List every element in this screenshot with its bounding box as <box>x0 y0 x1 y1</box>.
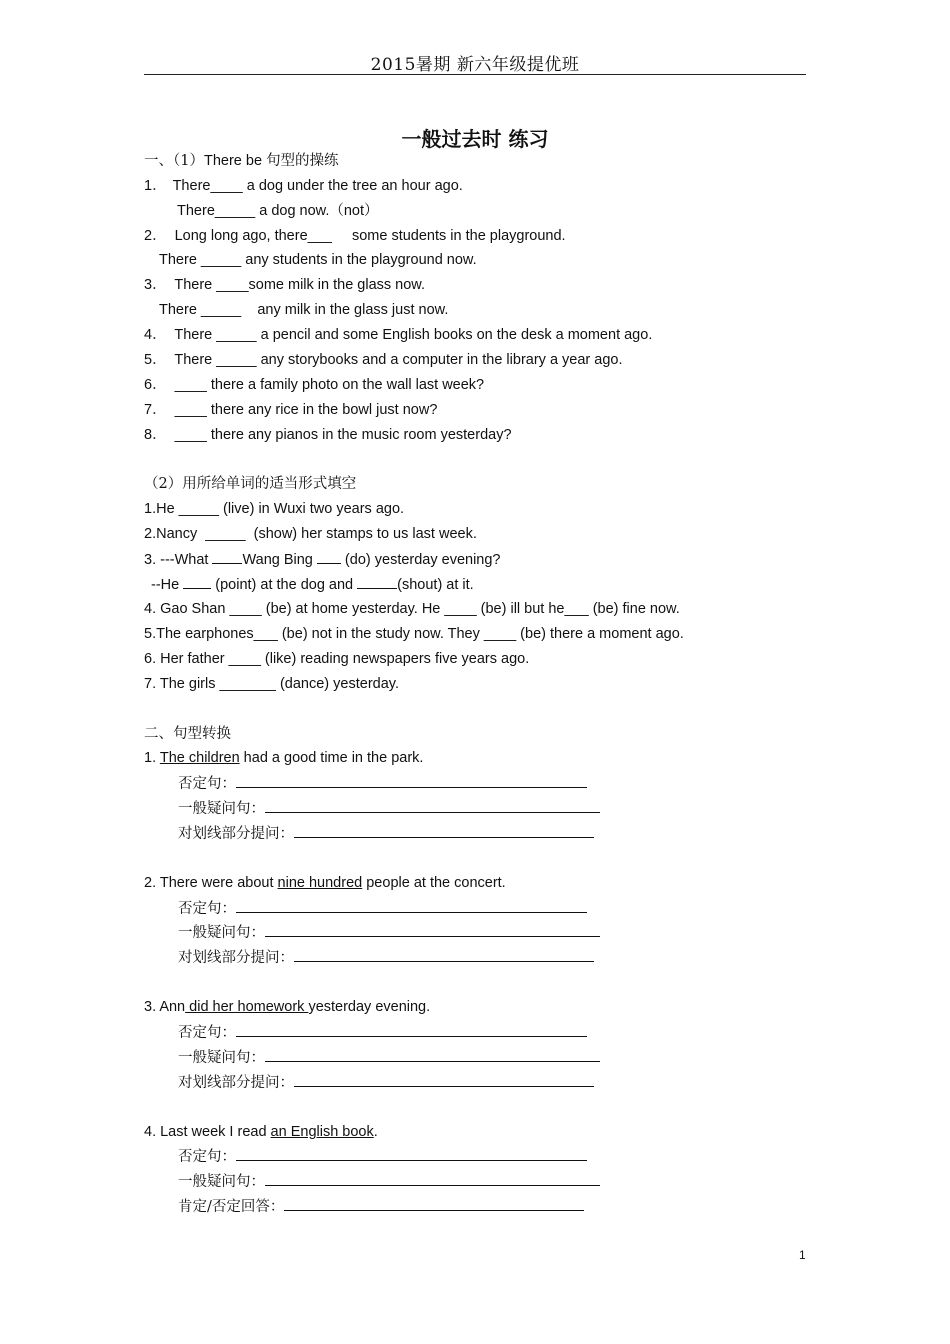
answer-line[interactable] <box>236 1147 587 1161</box>
s1-item-6: 6． ____ there a family photo on the wall last week? <box>144 377 485 393</box>
blank[interactable] <box>212 550 242 564</box>
s3-item-3: 3. Ann did her homework yesterday evening. <box>144 999 431 1015</box>
answer-line[interactable] <box>265 923 600 937</box>
s1-item-3: 3． There ____some milk in the glass now. <box>144 277 426 293</box>
s3-item-2-q: 一般疑问句： <box>178 923 600 942</box>
s3-item-2: 2. There were about nine hundred people at the concert. <box>144 875 506 891</box>
s2-item-1: 1.He _____ (live) in Wuxi two years ago. <box>144 501 405 517</box>
s1-item-2: 2． Long long ago, there___ some students in the playground. <box>144 228 566 244</box>
s1-item-7: 7． ____ there any rice in the bowl just now? <box>144 402 438 418</box>
s1-item-5: 5． There _____ any storybooks and a computer in the library a year ago. <box>144 352 623 368</box>
s1-item-4: 4． There _____ a pencil and some English books on the desk a moment ago. <box>144 327 653 343</box>
s3-item-4-q: 一般疑问句： <box>178 1172 600 1191</box>
s2-item-5: 5.The earphones___ (be) not in the study now. They ____ (be) there a moment ago. <box>144 626 684 642</box>
blank[interactable] <box>183 575 211 589</box>
answer-line[interactable] <box>236 774 587 788</box>
blank[interactable] <box>317 550 341 564</box>
answer-line[interactable] <box>236 899 587 913</box>
s3-item-4-neg: 否定句： <box>178 1147 587 1166</box>
section1-heading: 一、（1）There be 句型的操练 <box>144 153 339 169</box>
s2-item-4: 4. Gao Shan ____ (be) at home yesterday. He ____ (be) ill but he___ (be) fine now. <box>144 601 680 617</box>
s3-item-3-q: 一般疑问句： <box>178 1048 600 1067</box>
s2-item-7: 7. The girls _______ (dance) yesterday. <box>144 676 399 692</box>
answer-line[interactable] <box>265 1048 600 1062</box>
s3-item-1-neg: 否定句： <box>178 774 587 793</box>
s1-item-2b: There _____ any students in the playground now. <box>159 252 477 268</box>
s3-item-3-wh: 对划线部分提问： <box>178 1073 594 1092</box>
answer-line[interactable] <box>236 1023 587 1037</box>
s2-item-3: 3. ---What Wang Bing (do) yesterday evening? <box>144 552 501 568</box>
page-header: 2015暑期 新六年级提优班 <box>370 55 580 75</box>
s3-item-2-wh: 对划线部分提问： <box>178 948 594 967</box>
page-title: 一般过去时 练习 <box>401 127 549 151</box>
answer-line[interactable] <box>284 1197 584 1211</box>
s1-item-3b: There _____ any milk in the glass just now. <box>159 302 449 318</box>
section2-heading: （2）用所给单词的适当形式填空 <box>144 476 357 492</box>
s3-item-4: 4. Last week I read an English book. <box>144 1124 378 1140</box>
answer-line[interactable] <box>294 824 594 838</box>
s3-item-4-yn: 肯定/否定回答： <box>178 1197 584 1216</box>
s3-item-1-wh: 对划线部分提问： <box>178 824 594 843</box>
s3-item-3-neg: 否定句： <box>178 1023 587 1042</box>
answer-line[interactable] <box>294 948 594 962</box>
s2-item-2: 2.Nancy _____ (show) her stamps to us last week. <box>144 526 477 542</box>
page-number: 1 <box>799 1248 806 1262</box>
answer-line[interactable] <box>265 799 600 813</box>
blank[interactable] <box>357 575 397 589</box>
answer-line[interactable] <box>265 1172 600 1186</box>
header-rule <box>144 74 806 75</box>
s2-item-6: 6. Her father ____ (like) reading newspapers five years ago. <box>144 651 530 667</box>
s1-item-8: 8． ____ there any pianos in the music room yesterday? <box>144 427 512 443</box>
answer-line[interactable] <box>294 1073 594 1087</box>
s1-item-1b: There_____ a dog now.（not） <box>177 203 379 219</box>
s3-item-2-neg: 否定句： <box>178 899 587 918</box>
section3-heading: 二、句型转换 <box>144 726 231 742</box>
s1-item-1: 1． There____ a dog under the tree an hour ago. <box>144 178 463 194</box>
s3-item-1: 1. The children had a good time in the park. <box>144 750 424 766</box>
s3-item-1-q: 一般疑问句： <box>178 799 600 818</box>
s2-item-3b: --He (point) at the dog and (shout) at it. <box>151 577 474 593</box>
